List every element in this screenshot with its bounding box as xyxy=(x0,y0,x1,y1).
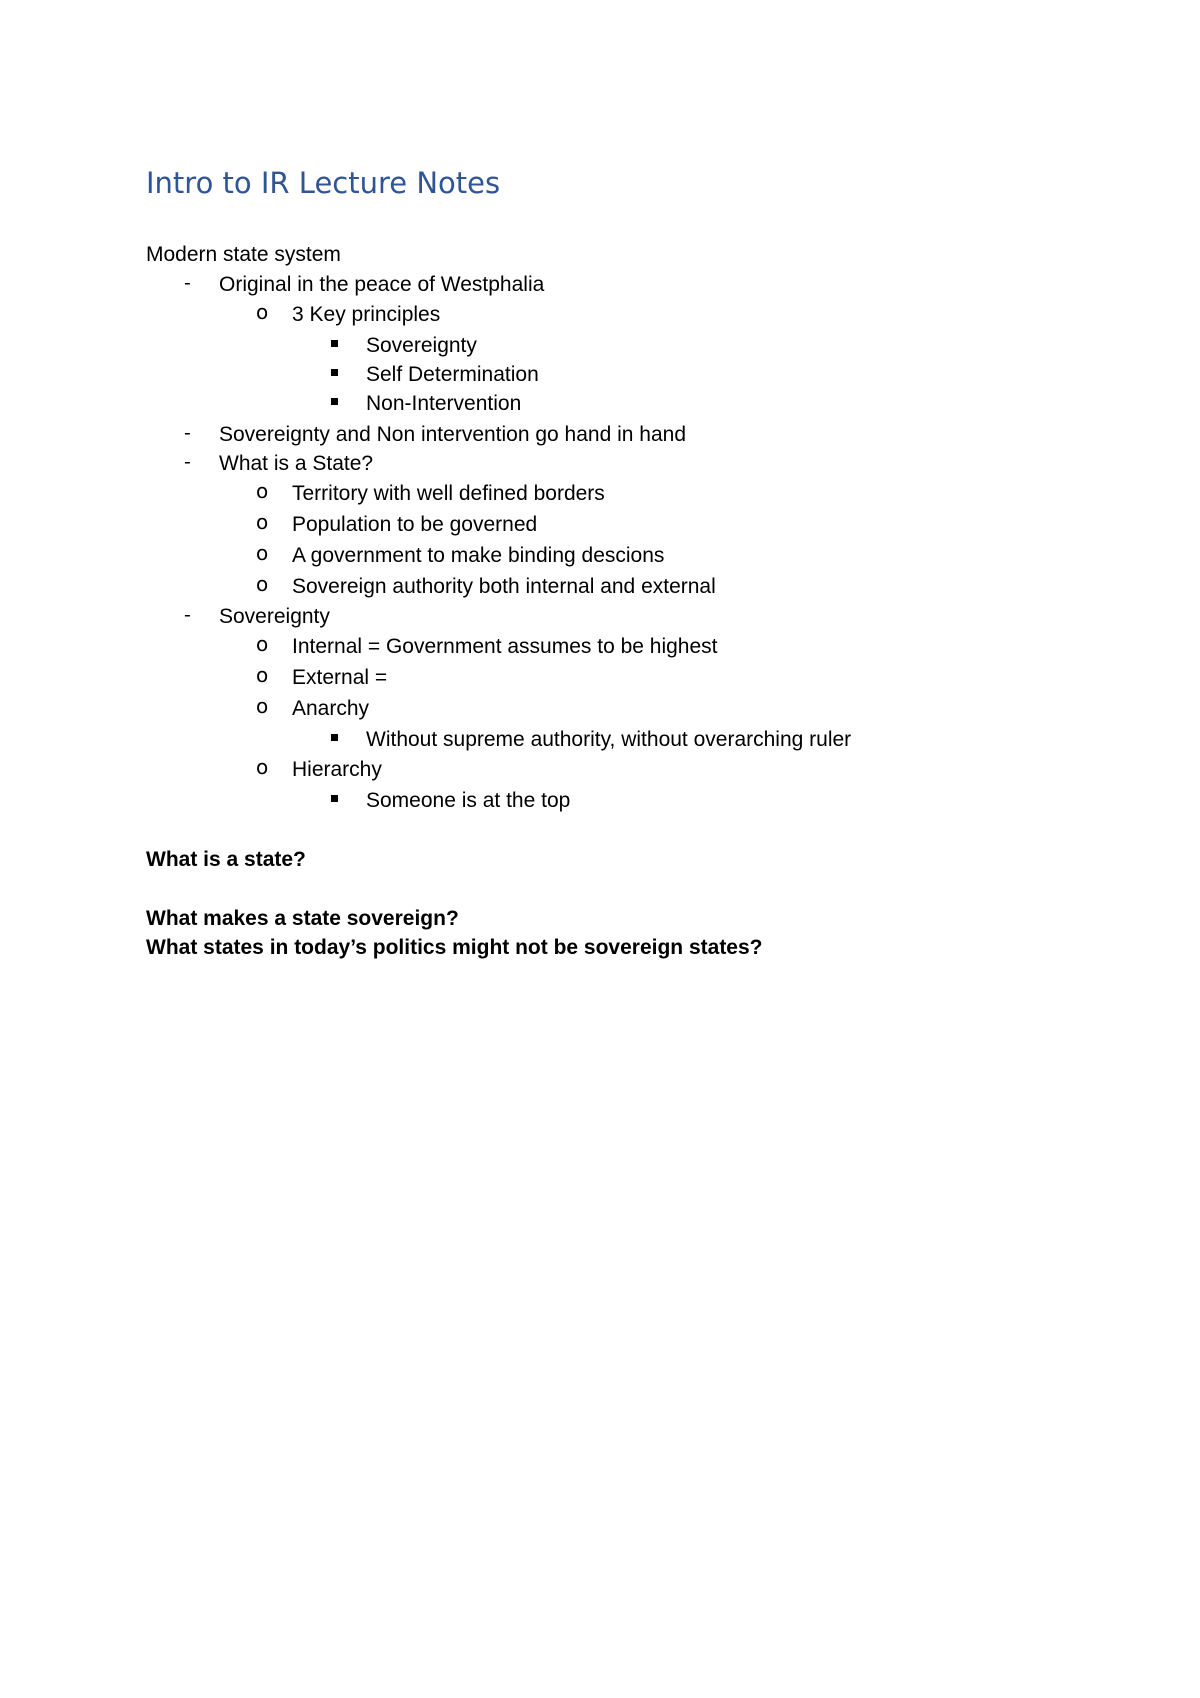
circle-bullet: o xyxy=(256,755,269,779)
list-item: Internal = Government assumes to be highest xyxy=(292,635,718,658)
question: What states in today’s politics might not be sovereign states? xyxy=(146,936,763,959)
square-bullet-icon xyxy=(331,795,338,802)
circle-bullet: o xyxy=(256,694,269,718)
dash-bullet: - xyxy=(184,604,191,626)
question: What is a state? xyxy=(146,848,306,871)
document-title: Intro to IR Lecture Notes xyxy=(146,166,501,200)
list-item: Sovereignty and Non intervention go hand in hand xyxy=(219,423,687,446)
square-bullet-icon xyxy=(331,734,338,741)
dash-bullet: - xyxy=(184,272,191,294)
list-item: 3 Key principles xyxy=(292,303,441,326)
list-item: Non-Intervention xyxy=(366,392,522,415)
list-item: A government to make binding descions xyxy=(292,544,665,567)
square-bullet-icon xyxy=(331,369,338,376)
list-item: Without supreme authority, without overarching ruler xyxy=(366,728,852,751)
circle-bullet: o xyxy=(256,541,269,565)
circle-bullet: o xyxy=(256,300,269,324)
circle-bullet: o xyxy=(256,479,269,503)
list-item: Sovereignty xyxy=(219,605,330,628)
list-item: Territory with well defined borders xyxy=(292,482,605,505)
square-bullet-icon xyxy=(331,398,338,405)
dash-bullet: - xyxy=(184,422,191,444)
circle-bullet: o xyxy=(256,572,269,596)
square-bullet-icon xyxy=(331,340,338,347)
list-item: Hierarchy xyxy=(292,758,382,781)
section-heading: Modern state system xyxy=(146,243,341,266)
dash-bullet: - xyxy=(184,451,191,473)
circle-bullet: o xyxy=(256,632,269,656)
list-item: Sovereign authority both internal and external xyxy=(292,575,716,598)
list-item: Self Determination xyxy=(366,363,539,386)
list-item: External = xyxy=(292,666,388,689)
list-item: Population to be governed xyxy=(292,513,538,536)
list-item: Sovereignty xyxy=(366,334,477,357)
circle-bullet: o xyxy=(256,663,269,687)
list-item: Someone is at the top xyxy=(366,789,571,812)
list-item: Original in the peace of Westphalia xyxy=(219,273,545,296)
list-item: What is a State? xyxy=(219,452,374,475)
list-item: Anarchy xyxy=(292,697,370,720)
question: What makes a state sovereign? xyxy=(146,907,459,930)
circle-bullet: o xyxy=(256,510,269,534)
